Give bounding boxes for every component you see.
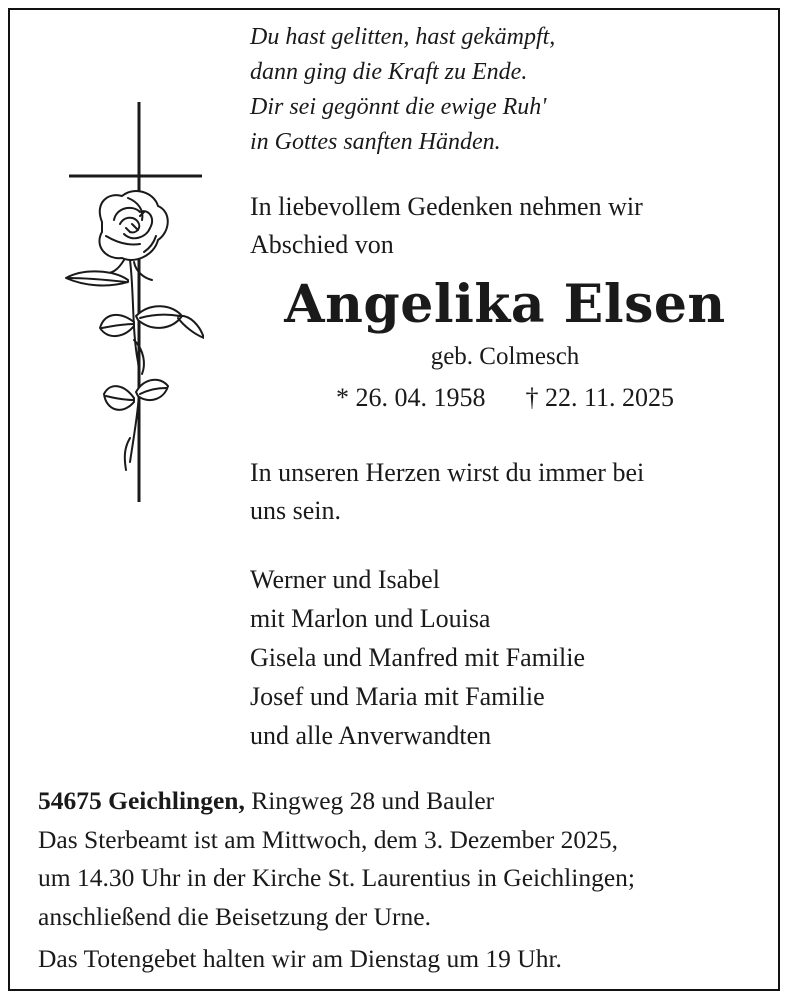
prayer-line: Das Totengebet halten wir am Dienstag um 19 Uhr. <box>38 944 562 973</box>
message-line: uns sein. <box>250 496 341 525</box>
mourner-entry: und alle Anverwandten <box>250 721 492 750</box>
intro-line: In liebevollem Gedenken nehmen wir <box>250 192 643 221</box>
intro-line: Abschied von <box>250 230 394 259</box>
memorial-message <box>250 454 644 530</box>
address-street: Ringweg 28 und Bauler <box>244 786 495 815</box>
poem-line: in Gottes sanften Händen. <box>250 129 501 155</box>
poem-line: Du hast gelitten, hast gekämpft, <box>250 24 556 50</box>
poem-line: Dir sei gegönnt die ewige Ruh' <box>250 94 547 120</box>
service-line: anschließend die Beisetzung der Urne. <box>38 901 431 931</box>
life-dates <box>250 380 760 416</box>
rose-icon <box>66 191 204 470</box>
poem-line: dann ging die Kraft zu Ende. <box>250 59 528 85</box>
cross-with-rose-emblem <box>54 102 204 502</box>
mourner-entry: mit Marlon und Louisa <box>250 604 491 633</box>
mourners-list <box>250 560 585 755</box>
cross-icon <box>69 102 202 502</box>
address-place: 54675 Geichlingen, <box>38 786 245 815</box>
address-line <box>38 782 635 821</box>
mourner-entry: Werner und Isabel <box>250 565 440 594</box>
mourner-entry: Gisela und Manfred mit Familie <box>250 643 586 672</box>
mourner-entry: Josef und Maria mit Familie <box>250 682 545 711</box>
message-line: In unseren Herzen wirst du immer bei <box>250 458 645 487</box>
obituary-notice <box>8 8 780 991</box>
remembrance-intro <box>250 188 643 264</box>
deceased-name: Angelika Elsen <box>284 274 726 335</box>
death-date: † 22. 11. 2025 <box>525 383 675 412</box>
funeral-details <box>38 782 635 979</box>
service-line: Das Sterbeamt ist am Mittwoch, dem 3. Dezember 2025, <box>38 824 618 854</box>
birth-date: * 26. 04. 1958 <box>335 383 486 412</box>
service-line: um 14.30 Uhr in der Kirche St. Laurentius in Geichlingen; <box>38 863 635 892</box>
birth-name: geb. Colmesch <box>430 343 580 370</box>
memorial-poem <box>250 20 555 160</box>
